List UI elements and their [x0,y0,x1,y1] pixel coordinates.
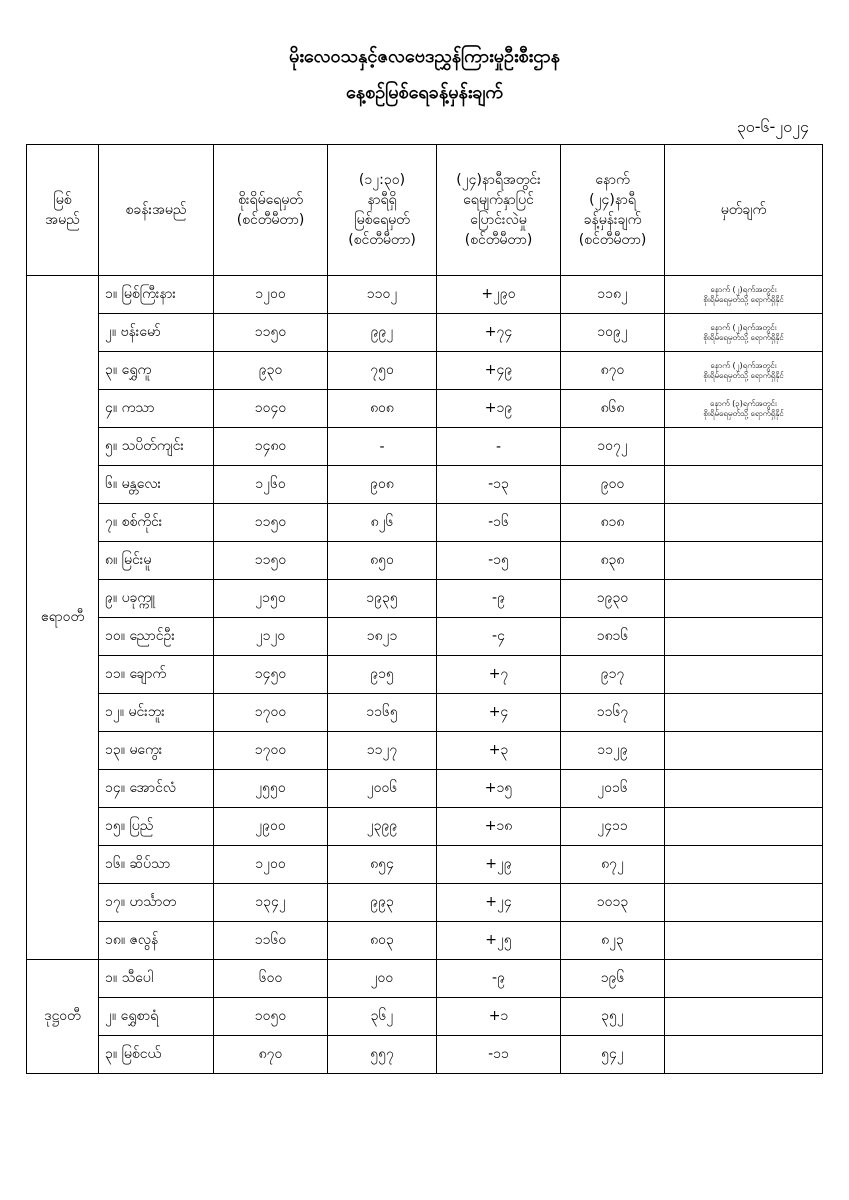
current-level: ၁၁၆၅ [328,694,437,732]
table-row [27,466,823,504]
station-name: ၉။ ပခုက္ကူ [99,580,214,618]
current-level: ၂၀၀၆ [328,770,437,808]
table-row [27,504,823,542]
current-level: ၉၉၂ [328,314,437,352]
forecast-level: ၁၀၉၂ [561,314,665,352]
current-level: ၈၂၆ [328,504,437,542]
danger-level: ၂၉၀၀ [214,808,328,846]
level-change: +၁၈ [437,808,561,846]
header-line: (၁၂:၃၀) [358,172,406,188]
header-line: မှတ်ချက် [720,202,767,218]
current-level: ၈၅၀ [328,542,437,580]
danger-level: ၁၂၆၀ [214,466,328,504]
station-name: ၂။ ဗန်းမော် [99,314,214,352]
danger-level: ၁၁၅၀ [214,504,328,542]
level-change: -၉ [437,580,561,618]
col-header-forecast [561,145,665,276]
station-name: ၁၃။ မကွေး [99,732,214,770]
level-change: +၂၉၀ [437,276,561,314]
forecast-level: ၅၄၂ [561,1036,665,1074]
danger-level: ၈၇၀ [214,1036,328,1074]
current-level: ၁၁၂၇ [328,732,437,770]
level-change: -၉ [437,960,561,998]
table-row [27,314,823,352]
remark-cell [665,998,823,1036]
current-level: ၈၀၃ [328,922,437,960]
table-row [27,656,823,694]
forecast-level: ၈၇၂ [561,846,665,884]
current-level: ၉၀၈ [328,466,437,504]
remark-cell [665,808,823,846]
col-header-danger-level [214,145,328,276]
table-row [27,390,823,428]
forecast-level: ၁၁၆၇ [561,694,665,732]
danger-level: ၁၃၄၂ [214,884,328,922]
danger-level: ၁၄၅၀ [214,656,328,694]
forecast-level: ၂၀၁၆ [561,770,665,808]
table-row [27,998,823,1036]
remark-cell [665,580,823,618]
remark-line: စိုးရိမ်ရေမှတ်သို့ ရောက်ရှိနိုင် [703,294,784,304]
station-name: ၁၄။ အောင်လံ [99,770,214,808]
remark-line: နောက် (၂)ရက်အတွင်း [710,322,777,332]
level-change: -၁၅ [437,542,561,580]
current-level: ၈၅၄ [328,846,437,884]
table-header-row [27,145,823,276]
level-change: +၂၉ [437,846,561,884]
level-change: +၇ [437,656,561,694]
col-header-current-level [328,145,437,276]
header-line: မြစ် [53,192,72,208]
forecast-level: ၈၇၀ [561,352,665,390]
table-row [27,770,823,808]
remark-cell [665,352,823,390]
current-level: ၈၀၈ [328,390,437,428]
station-name: ၃။ ရွှေကူ [99,352,214,390]
danger-level: ၁၇၀၀ [214,732,328,770]
current-level: ၂၃၉၉ [328,808,437,846]
forecast-level: ၈၃၈ [561,542,665,580]
level-change: +၁၅ [437,770,561,808]
station-name: ၁၇။ ဟင်္သာတ [99,884,214,922]
col-header-station [99,145,214,276]
header-line: ပြောင်းလဲမှု [470,212,527,228]
header-line: မြစ်ရေမှတ် [354,212,410,228]
forecast-level: ၁၉၆ [561,960,665,998]
table-body [27,276,823,1074]
col-header-remark [665,145,823,276]
station-name: ၁။ မြစ်ကြီးနား [99,276,214,314]
station-name: ၁၈။ ဇလွန် [99,922,214,960]
remark-cell [665,846,823,884]
table-row [27,352,823,390]
station-name: ၁။ သီပေါ [99,960,214,998]
remark-cell [665,884,823,922]
header-line: ရေမျက်နှာပြင် [463,192,534,208]
level-change: +၄၉ [437,352,561,390]
danger-level: ၁၀၅၀ [214,998,328,1036]
river-name: ဒုဋ္ဌဝတီ [27,960,99,1074]
station-name: ၄။ ကသာ [99,390,214,428]
table-row [27,808,823,846]
remark-line: စိုးရိမ်ရေမှတ်သို့ ရောက်ရှိနိုင် [703,332,784,342]
report-date: ၃၀-၆-၂၀၂၄ [736,117,809,136]
table-row [27,542,823,580]
current-level: ၅၅၇ [328,1036,437,1074]
forecast-table [26,144,823,1074]
danger-level: ၂၁၂၀ [214,618,328,656]
header-line: စိုးရိမ်ရေမှတ် [238,192,303,208]
header-line: (စင်တီမီတာ) [236,212,305,228]
danger-level: ၁၂၀၀ [214,276,328,314]
table-row [27,618,823,656]
current-level: ၃၆၂ [328,998,437,1036]
table-row [27,1036,823,1074]
remark-cell [665,276,823,314]
forecast-level: ၈၁၈ [561,504,665,542]
level-change: -၁၁ [437,1036,561,1074]
table-row [27,960,823,998]
forecast-level: ၁၉၃၀ [561,580,665,618]
forecast-level: ၂၄၁၁ [561,808,665,846]
header-line: (၂၄)နာရီ [589,192,636,208]
remark-cell [665,542,823,580]
col-header-river [27,145,99,276]
table-row [27,276,823,314]
river-name: ဧရာဝတီ [27,276,99,960]
remark-cell [665,732,823,770]
station-name: ၅။ သပိတ်ကျင်း [99,428,214,466]
remark-line: နောက် (၂)ရက်အတွင်း [710,284,777,294]
remark-line: စိုးရိမ်ရေမှတ်သို့ ရောက်ရှိနိုင် [703,408,784,418]
level-change: +၂၄ [437,884,561,922]
forecast-level: ၁၁၈၂ [561,276,665,314]
remark-cell [665,960,823,998]
remark-line: စိုးရိမ်ရေမှတ်သို့ ရောက်ရှိနိုင် [703,370,784,380]
table-row [27,428,823,466]
remark-cell [665,618,823,656]
current-level: - [328,428,437,466]
header-line: (စင်တီမီတာ) [464,232,533,248]
current-level: ၇၅၀ [328,352,437,390]
danger-level: ၂၁၅၀ [214,580,328,618]
station-name: ၃။ မြစ်ငယ် [99,1036,214,1074]
header-line: နာရီရှိ [367,192,397,208]
forecast-level: ၁၁၂၉ [561,732,665,770]
table-row [27,732,823,770]
current-level: ၉၉၃ [328,884,437,922]
station-name: ၈။ မြင်းမူ [99,542,214,580]
danger-level: ၉၃၀ [214,352,328,390]
level-change: +၃ [437,732,561,770]
level-change: +၁ [437,998,561,1036]
danger-level: ၁၁၅၀ [214,542,328,580]
level-change: -၁၃ [437,466,561,504]
table-row [27,922,823,960]
level-change: +၁၉ [437,390,561,428]
station-name: ၁၂။ မင်းဘူး [99,694,214,732]
remark-cell [665,466,823,504]
level-change: -၁၆ [437,504,561,542]
current-level: ၁၉၃၅ [328,580,437,618]
danger-level: ၁၀၄၀ [214,390,328,428]
remark-cell [665,770,823,808]
table-row [27,694,823,732]
page-subtitle: နေ့စဉ်မြစ်ရေခန့်မှန်းချက် [346,82,503,103]
danger-level: ၁၄၈၀ [214,428,328,466]
forecast-level: ၁၀၁၃ [561,884,665,922]
forecast-level: ၁၀၇၂ [561,428,665,466]
forecast-level: ၃၅၂ [561,998,665,1036]
header-line: စခန်းအမည် [125,202,187,218]
header-line: (စင်တီမီတာ) [578,232,647,248]
remark-cell [665,694,823,732]
forecast-level: ၈၂၃ [561,922,665,960]
table-row [27,884,823,922]
forecast-level: ၉၁၇ [561,656,665,694]
level-change: +၂၅ [437,922,561,960]
danger-level: ၁၂၀၀ [214,846,328,884]
remark-cell [665,1036,823,1074]
level-change: +၄ [437,694,561,732]
forecast-level: ၈၆၈ [561,390,665,428]
current-level: ၂၀၀ [328,960,437,998]
current-level: ၁၈၂၁ [328,618,437,656]
header-line: အမည် [45,212,80,228]
level-change: -၄ [437,618,561,656]
danger-level: ၁၇၀၀ [214,694,328,732]
station-name: ၁၁။ ချောက် [99,656,214,694]
danger-level: ၂၅၅၀ [214,770,328,808]
danger-level: ၁၁၆၀ [214,922,328,960]
table-row [27,846,823,884]
header-line: ခန့်မှန်းချက် [583,212,642,228]
col-header-change [437,145,561,276]
forecast-level: ၉၀၀ [561,466,665,504]
remark-cell [665,504,823,542]
remark-cell [665,922,823,960]
remark-line: နောက် (၃)ရက်အတွင်း [710,398,777,408]
station-name: ၁၀။ ညောင်ဦး [99,618,214,656]
page-title: မိုးလေဝသနှင့်ဇလဗေဒညွှန်ကြားမှုဦးစီးဌာန [289,46,560,67]
header-line: (၂၄)နာရီအတွင်း [456,172,541,188]
remark-cell [665,314,823,352]
remark-line: နောက် (၂)ရက်အတွင်း [710,360,777,370]
current-level: ၁၁၀၂ [328,276,437,314]
station-name: ၁၅။ ပြည် [99,808,214,846]
table-row [27,580,823,618]
remark-cell [665,428,823,466]
level-change: - [437,428,561,466]
level-change: +၇၄ [437,314,561,352]
danger-level: ၆၀၀ [214,960,328,998]
danger-level: ၁၁၅၀ [214,314,328,352]
remark-cell [665,390,823,428]
station-name: ၇။ စစ်ကိုင်း [99,504,214,542]
current-level: ၉၁၅ [328,656,437,694]
forecast-level: ၁၈၁၆ [561,618,665,656]
remark-cell [665,656,823,694]
header-line: နောက် [595,172,630,188]
station-name: ၆။ မန္တလေး [99,466,214,504]
station-name: ၂။ ရွှေစာရံ [99,998,214,1036]
station-name: ၁၆။ ဆိပ်သာ [99,846,214,884]
header-line: (စင်တီမီတာ) [348,232,416,248]
